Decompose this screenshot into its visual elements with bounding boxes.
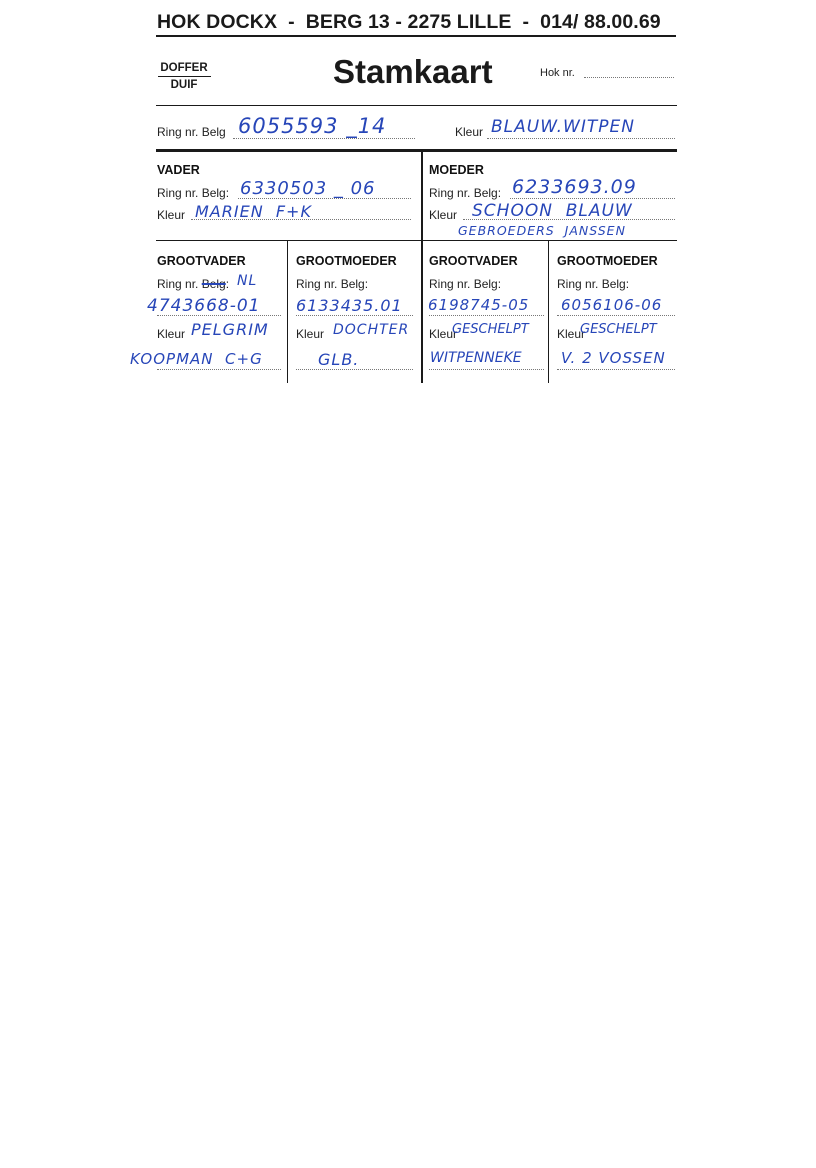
grandfather-paternal-ring-label-suffix: : [225,277,230,291]
grandfather-paternal-ring-label-struck: Belg [201,277,226,291]
card-title: Stamkaart [333,53,493,90]
parents-divider [421,151,423,383]
grandmother-maternal-ring-label: Ring nr. Belg: [557,277,630,291]
subject-color-label: Kleur [455,125,484,139]
subject-rule [156,149,677,152]
grandfather-paternal-country: NL [237,273,258,289]
grandfather-paternal-heading: GROOTVADER [157,254,246,268]
grandfather-maternal-extra-value: WITPENNEKE [430,350,522,366]
grandmother-paternal-ring-label: Ring nr. Belg: [296,277,369,291]
grandmother-maternal-color-label: Kleur [557,327,586,341]
grandfather-paternal-ring-label-prefix: Ring nr. [157,277,202,291]
father-ring-value: 6330503 _ 06 [240,178,376,199]
grandmother-maternal-ring-value: 6056106-06 [561,296,663,314]
grandmother-maternal-ring-field [557,315,675,316]
father-ring-label: Ring nr. Belg: [157,186,230,200]
mother-ring-value: 6233693.09 [512,176,637,198]
grandfather-maternal-ring-value: 6198745-05 [428,296,530,314]
grandfather-maternal-extra-field [429,369,544,370]
grandfather-paternal-ring-label [157,277,229,291]
header-rule [156,35,676,37]
subject-color-field [487,138,675,139]
grandfather-paternal-color-label: Kleur [157,327,186,341]
mother-ring-field [510,198,675,199]
subject-ring-field [233,138,415,139]
mother-extra-value: GEBROEDERS JANSSEN [458,223,626,238]
grandmother-paternal-heading: GROOTMOEDER [296,254,397,268]
grandmother-paternal-ring-value: 6133435.01 [296,296,403,315]
father-color-value: MARIEN F+K [195,202,312,221]
parents-rule [156,240,677,241]
father-heading: VADER [157,163,200,177]
grandfather-paternal-extra-value: KOOPMAN C+G [130,350,263,368]
grandfather-maternal-ring-field [429,315,544,316]
grandmother-maternal-extra-value: V. 2 VOSSEN [561,349,666,367]
grandmother-paternal-color-label: Kleur [296,327,325,341]
mother-ring-label: Ring nr. Belg: [429,186,502,200]
subject-ring-value: 6055593 _14 [238,114,387,138]
grandparents-divider-left [287,241,288,383]
sex-top-label: DOFFER [160,62,208,74]
grandparents-divider-right [548,241,549,383]
grandfather-paternal-extra-field [157,369,281,370]
loft-number-label: Hok nr. [540,67,575,79]
grandfather-maternal-color-label: Kleur [429,327,458,341]
grandfather-maternal-heading: GROOTVADER [429,254,518,268]
grandmother-paternal-color-value: DOCHTER [333,322,410,338]
mother-color-label: Kleur [429,208,458,222]
grandmother-maternal-heading: GROOTMOEDER [557,254,658,268]
grandmother-paternal-extra-value: GLB. [318,350,360,369]
title-rule [156,105,677,106]
sex-bottom-label: DUIF [170,79,198,91]
mother-color-value: SCHOON BLAUW [472,201,633,221]
grandfather-maternal-color-value: GESCHELPT [452,322,529,337]
grandfather-paternal-ring-value: 4743668-01 [147,296,261,316]
loft-address-header: HOK DOCKX - BERG 13 - 2275 LILLE - 014/ 88.00.69 [157,11,661,33]
father-color-label: Kleur [157,208,186,222]
subject-ring-label: Ring nr. Belg [157,125,226,139]
mother-heading: MOEDER [429,163,484,177]
grandfather-paternal-ring-field [157,315,281,316]
grandmother-maternal-extra-field [557,369,675,370]
sex-divider [158,76,211,77]
grandfather-maternal-ring-label: Ring nr. Belg: [429,277,502,291]
loft-number-field [584,77,674,78]
grandmother-paternal-extra-field [296,369,413,370]
grandmother-maternal-color-value: GESCHELPT [580,322,657,337]
grandmother-paternal-ring-field [296,315,413,316]
subject-color-value: BLAUW.WITPEN [491,117,635,137]
grandfather-paternal-color-value: PELGRIM [191,320,269,339]
